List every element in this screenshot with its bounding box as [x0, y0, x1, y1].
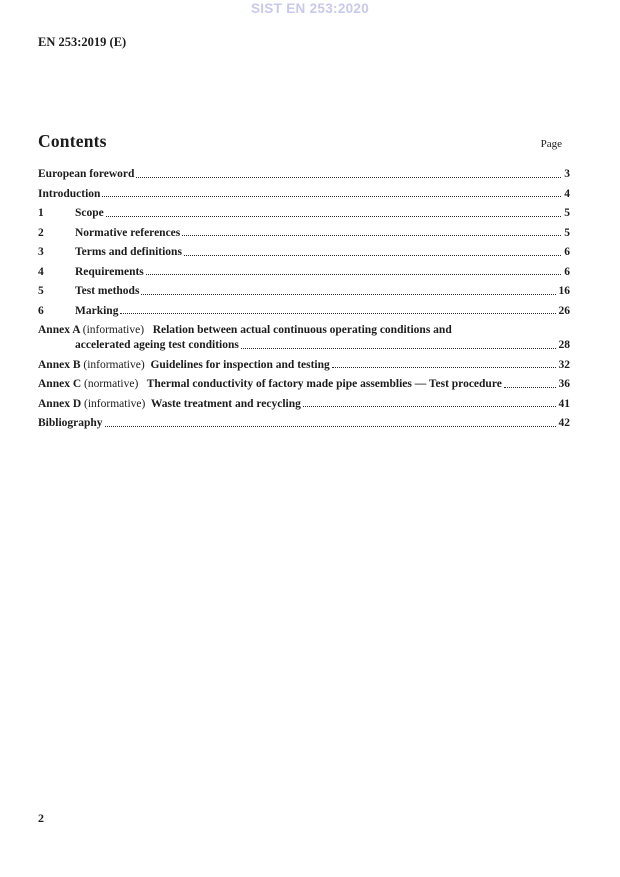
toc-page-number: 42: [558, 417, 570, 429]
dot-leader: [184, 255, 561, 256]
toc-page-number: 3: [564, 168, 570, 180]
toc-entry-title: (informative): [82, 324, 145, 336]
toc-entry-line: [38, 206, 570, 220]
toc-clause-number: 2: [38, 226, 44, 239]
toc-page-number: 28: [558, 339, 570, 351]
toc-page-number: 36: [558, 378, 570, 390]
toc-entry-title: Normative references: [75, 226, 181, 239]
toc-page-number: 6: [564, 265, 570, 278]
dot-leader: [146, 274, 561, 275]
toc-entry-title: Marking: [75, 304, 119, 317]
page-column-label: Page: [540, 138, 562, 150]
dot-leader: [120, 313, 555, 314]
toc-page-number: 16: [558, 285, 570, 297]
toc-entry-title: Annex B: [38, 358, 84, 371]
document-reference: EN 253:2019 (E): [38, 35, 127, 49]
toc-entry-title-continued: accelerated ageing test conditions: [75, 339, 239, 351]
toc-entry-title: Terms and definitions: [75, 246, 182, 258]
toc-entry[interactable]: [38, 416, 570, 430]
toc-entry-line: [38, 377, 570, 391]
table-of-contents: [38, 167, 570, 436]
toc-entry[interactable]: [38, 358, 570, 372]
toc-clause-number: 5: [38, 285, 44, 297]
toc-entry[interactable]: [38, 167, 570, 181]
watermark-sist-reference: SIST EN 253:2020: [250, 1, 370, 16]
toc-entry[interactable]: [38, 187, 570, 201]
toc-entry[interactable]: [38, 206, 570, 220]
contents-heading-row: [38, 131, 562, 152]
toc-entry-title: Guidelines for inspection and testing: [144, 358, 330, 371]
toc-entry-line-wrap: [38, 338, 570, 352]
toc-clause-number: 1: [38, 207, 44, 219]
toc-entry[interactable]: [38, 245, 570, 259]
toc-entry-title: Relation between actual continuous operating conditions and: [144, 324, 452, 336]
dot-leader: [504, 387, 556, 388]
toc-entry-line: [38, 284, 570, 298]
toc-entry-title: Requirements: [75, 265, 144, 278]
toc-entry-line: [38, 358, 570, 372]
toc-entry-title: Thermal conductivity of factory made pipe assemblies — Test procedure: [138, 378, 502, 390]
toc-entry-line: [38, 397, 570, 411]
toc-entry[interactable]: [38, 265, 570, 279]
toc-entry[interactable]: [38, 377, 570, 391]
dot-leader: [241, 348, 556, 349]
dot-leader: [141, 294, 555, 295]
toc-entry[interactable]: [38, 284, 570, 298]
dot-leader: [303, 406, 556, 407]
page-number: 2: [38, 811, 44, 825]
contents-heading: Contents: [38, 131, 107, 151]
dot-leader: [106, 216, 562, 217]
toc-entry-title: (normative): [84, 378, 139, 390]
toc-entry[interactable]: [38, 226, 570, 240]
toc-entry-title: Introduction: [38, 187, 101, 200]
dot-leader: [136, 177, 561, 178]
toc-clause-number: 3: [38, 246, 44, 258]
toc-page-number: 32: [558, 358, 570, 371]
toc-entry-line: [38, 226, 570, 240]
toc-entry-title: (informative): [83, 358, 145, 371]
toc-clause-number: 6: [38, 304, 44, 317]
toc-entry-title: Annex D: [38, 397, 85, 410]
toc-page-number: 41: [558, 397, 570, 410]
toc-entry[interactable]: [38, 397, 570, 411]
dot-leader: [102, 196, 561, 197]
toc-entry-line: [38, 245, 570, 259]
toc-entry-line: [38, 187, 570, 201]
toc-page-number: 26: [558, 304, 570, 317]
toc-entry-line: [38, 304, 570, 318]
toc-clause-number: 4: [38, 265, 44, 278]
toc-page-number: 4: [564, 187, 570, 200]
dot-leader: [182, 235, 561, 236]
toc-entry-line: [38, 323, 570, 337]
toc-entry[interactable]: [38, 323, 570, 352]
toc-entry-line: [38, 167, 570, 181]
toc-entry-title: Annex C: [38, 378, 85, 390]
toc-entry-title: Bibliography: [38, 417, 103, 429]
toc-entry-line: [38, 416, 570, 430]
toc-entry-title: Scope: [75, 207, 104, 219]
toc-entry-title: (informative): [84, 397, 146, 410]
toc-page-number: 5: [564, 226, 570, 239]
dot-leader: [332, 367, 556, 368]
toc-entry-title: Test methods: [75, 285, 140, 297]
toc-page-number: 5: [564, 207, 570, 219]
toc-page-number: 6: [564, 246, 570, 258]
toc-entry[interactable]: [38, 304, 570, 318]
toc-entry-title: European foreword: [38, 168, 135, 180]
toc-entry-title: Annex A: [38, 324, 83, 336]
toc-entry-title: Waste treatment and recycling: [145, 397, 301, 410]
dot-leader: [105, 426, 556, 427]
toc-entry-line: [38, 265, 570, 279]
